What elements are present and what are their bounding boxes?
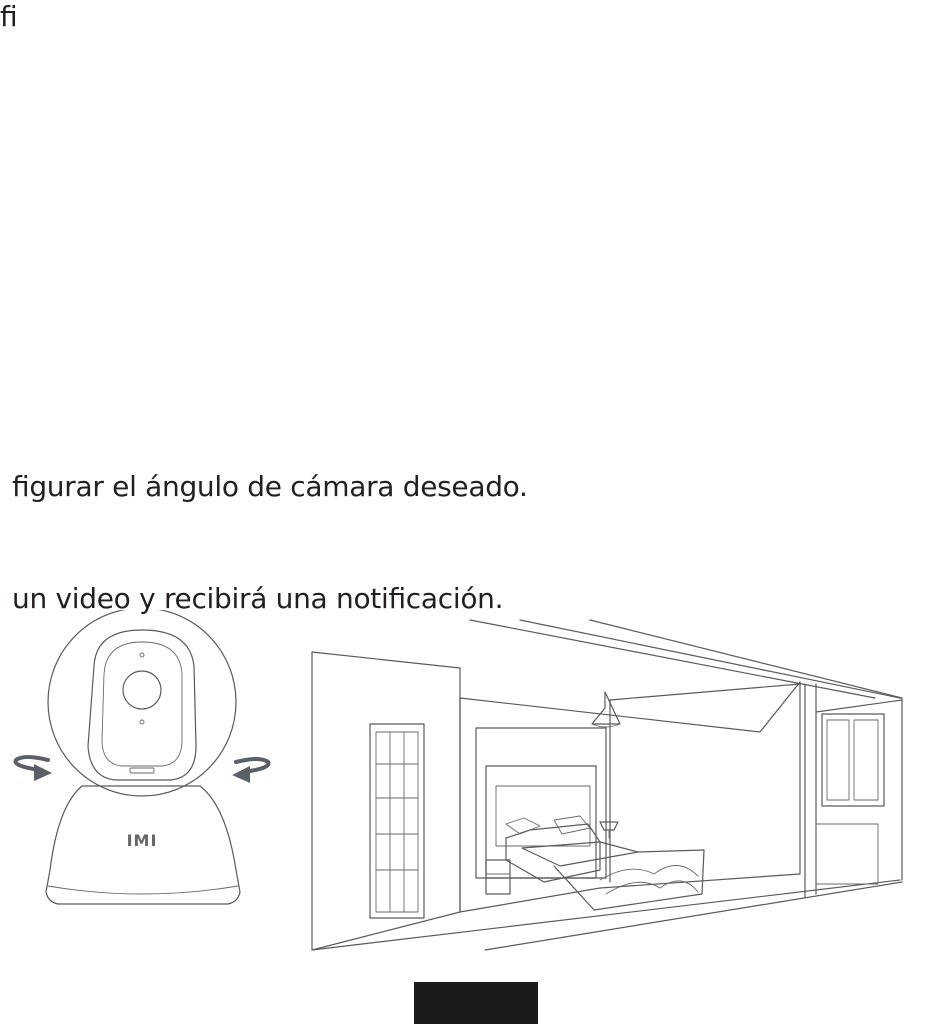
bedroom-illustration — [300, 612, 920, 957]
page-tab — [414, 982, 538, 1024]
camera-lens — [123, 671, 161, 709]
camera-logo: IMI — [126, 831, 158, 850]
camera-illustration — [0, 610, 290, 920]
ligature-fragment: ﬁ — [0, 0, 18, 33]
curved-arrow-left-icon — [16, 757, 53, 781]
instruction-line-notification: un video y recibirá una notiﬁcación. — [12, 582, 504, 615]
curved-arrow-right-icon — [232, 759, 269, 783]
instruction-line-angle: ﬁgurar el ángulo de cámara deseado. — [12, 470, 528, 503]
